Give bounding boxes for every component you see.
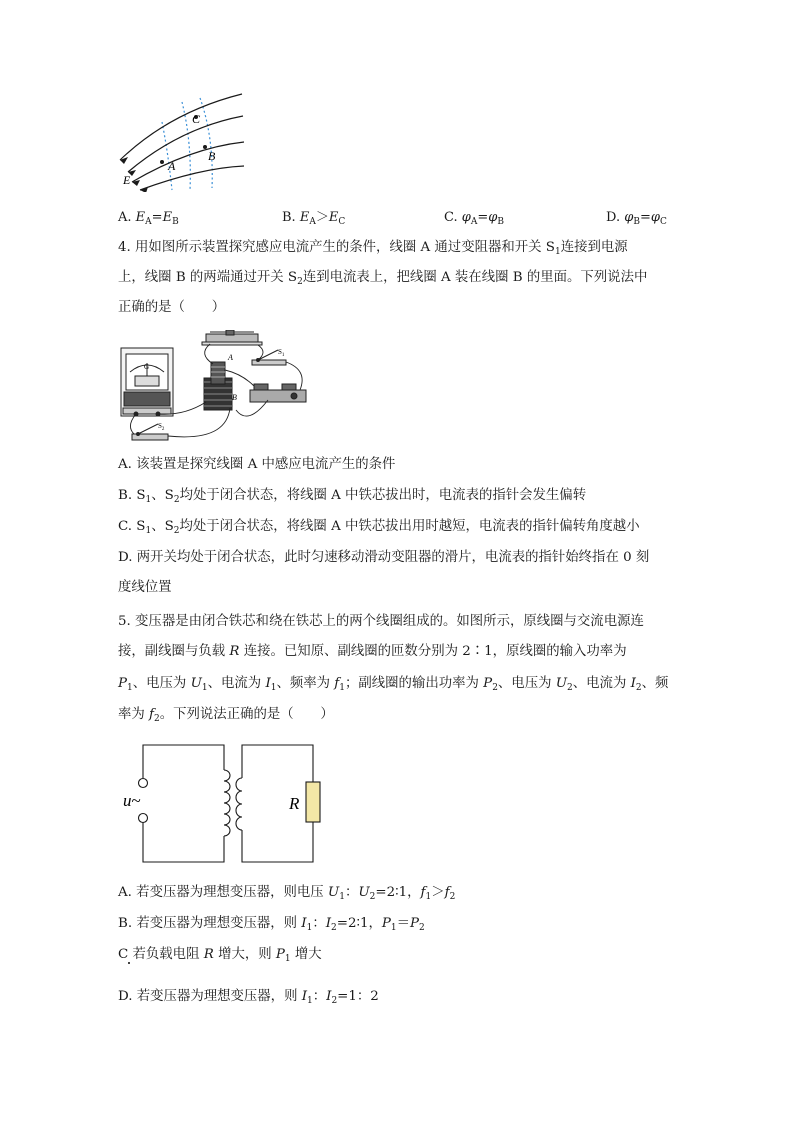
q5-option-c: C 若负载电阻 R 增大，则 $P_1$ 增大 bbox=[118, 947, 322, 964]
electric-field-figure bbox=[110, 92, 245, 192]
power-source bbox=[250, 384, 306, 402]
q3-option-c: C. $\varphi_A=\varphi_B$ bbox=[444, 210, 504, 227]
coil-a bbox=[211, 362, 225, 384]
label-a: A bbox=[168, 159, 176, 173]
rheostat bbox=[202, 330, 262, 345]
coil-b-label: B bbox=[232, 393, 237, 402]
s2-label: $S_2$ bbox=[158, 422, 165, 432]
q5-stem-line1: 5. 变压器是由闭合铁芯和绕在铁芯上的两个线圈组成的。如图所示，原线圈与交流电源连 bbox=[118, 614, 644, 629]
primary-coil bbox=[224, 770, 230, 836]
q3-option-d: D. $\varphi_B=\varphi_C$ bbox=[606, 210, 667, 227]
q5-option-a: A. 若变压器为理想变压器，则电压 $U_1$：$U_2=2∶1$，$f_1>f_2$ bbox=[118, 885, 456, 902]
q4-option-d-line2: 度线位置 bbox=[118, 580, 172, 595]
q5-option-d: D. 若变压器为理想变压器，则 $I_1$：$I_2=1$：2 bbox=[118, 989, 379, 1006]
q5-option-b: B. 若变压器为理想变压器，则 $I_1$：$I_2=2∶1$，$P_1=P_2$ bbox=[118, 916, 425, 933]
transformer-circuit-figure bbox=[118, 738, 328, 868]
galvanometer-label: G bbox=[144, 363, 150, 371]
resistor-label: R bbox=[289, 794, 300, 813]
stray-dot bbox=[128, 962, 130, 964]
equipotential-lines bbox=[162, 98, 212, 190]
q4-option-a: A. 该装置是探究线圈 A 中感应电流产生的条件 bbox=[118, 457, 396, 472]
q4-option-d-line1: D. 两开关均处于闭合状态，此时匀速移动滑动变阻器的滑片，电流表的指针始终指在 0 刻 bbox=[118, 550, 650, 565]
q3-option-b: B. $E_A>E_C$ bbox=[282, 210, 346, 227]
s1-label: $S_1$ bbox=[278, 348, 285, 358]
field-lines bbox=[120, 94, 244, 190]
secondary-coil bbox=[236, 778, 242, 830]
secondary-wire-top bbox=[242, 745, 313, 782]
q5-stem-line2: 接，副线圈与负载 R 连接。已知原、副线圈的匝数分别为 2∶1，原线圈的输入功率为 bbox=[118, 644, 627, 659]
source-label: u~ bbox=[123, 791, 141, 810]
induction-apparatus-figure bbox=[118, 330, 313, 448]
primary-wire-top bbox=[143, 745, 224, 778]
q3-option-a: A. $E_A=E_B$ bbox=[118, 210, 179, 227]
primary-wire-bottom bbox=[143, 822, 224, 862]
secondary-wire-bottom bbox=[242, 822, 313, 862]
q5-stem-line3: $P_1$、电压为 $U_1$、电流为 $I_1$、频率为 $f_1$；副线圈的输出功率为 $P_2$、电压为 $U_2$、电流为 $I_2$、频 bbox=[118, 676, 669, 693]
load-resistor bbox=[306, 782, 320, 822]
q4-stem-line1: 4. 用如图所示装置探究感应电流产生的条件，线圈 A 通过变阻器和开关 $S_1$连接到电源 bbox=[118, 240, 628, 257]
label-c: C bbox=[192, 112, 201, 126]
coil-a-label: A bbox=[228, 353, 233, 362]
label-e: E bbox=[123, 173, 131, 187]
galvanometer bbox=[121, 348, 173, 416]
q4-option-c: C. $S_1$、$S_2$均处于闭合状态，将线圈 A 中铁芯拔出用时越短，电流表的指针偏转角度越小 bbox=[118, 519, 640, 536]
source-terminal-bottom bbox=[139, 814, 148, 823]
q4-stem-line2: 上，线圈 B 的两端通过开关 $S_2$连到电流表上，把线圈 A 装在线圈 B 的里面。下列说法中 bbox=[118, 270, 648, 287]
q5-stem-line4: 率为 $f_2$。下列说法正确的是（ ） bbox=[118, 707, 334, 724]
q4-stem-line3: 正确的是（ ） bbox=[118, 300, 226, 315]
q4-option-b: B. $S_1$、$S_2$均处于闭合状态，将线圈 A 中铁芯拔出时，电流表的指针会发生偏转 bbox=[118, 488, 587, 505]
label-b: B bbox=[208, 149, 216, 163]
source-terminal-top bbox=[139, 779, 148, 788]
